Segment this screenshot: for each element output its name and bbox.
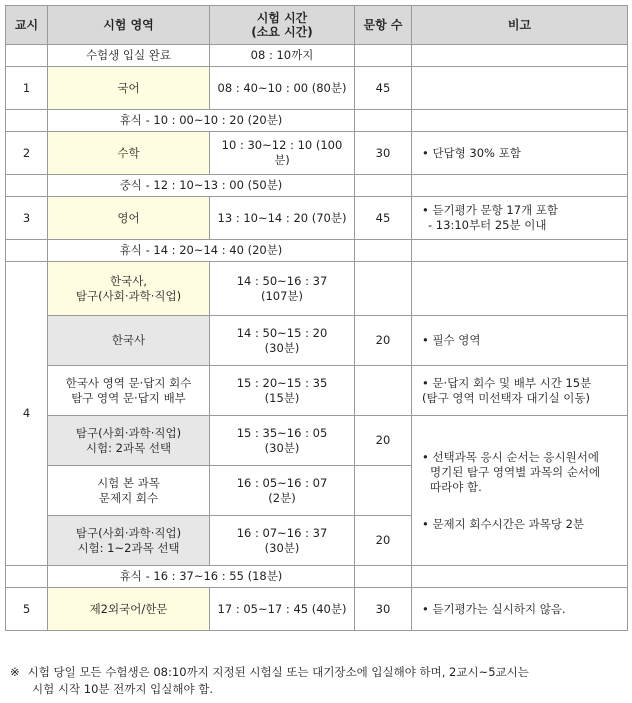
period-4-r6-subject-line2: 시험: 1~2과목 선택 — [77, 540, 180, 555]
period-4-r4-time-line2: (30분) — [264, 440, 300, 455]
break-2-empty — [6, 240, 48, 262]
header-time — [210, 6, 355, 45]
entry-empty-q — [355, 45, 412, 67]
period-4-r1-subject-line1: 한국사, — [110, 273, 147, 288]
period-4-r4-subject — [48, 416, 210, 466]
period-2-subject: 수학 — [48, 132, 210, 175]
break-3-row — [6, 566, 628, 588]
period-1-row — [6, 67, 628, 110]
period-3-number: 3 — [6, 197, 48, 240]
period-5-number: 5 — [6, 588, 48, 631]
break-1-empty — [6, 110, 48, 132]
header-period: 교시 — [6, 6, 48, 45]
period-2-row — [6, 132, 628, 175]
period-4-r3-time-line2: (15분) — [264, 390, 300, 405]
period-4-r4-subject-line2: 시험: 2과목 선택 — [85, 440, 172, 455]
break-2-row — [6, 240, 628, 262]
header-subject: 시험 영역 — [48, 6, 210, 45]
period-5-questions: 30 — [355, 588, 412, 631]
entry-time: 08 : 10까지 — [210, 45, 355, 67]
period-4-r3-time — [210, 366, 355, 416]
break-3-empty — [6, 566, 48, 588]
period-4-r3-subject-line1: 한국사 영역 문·답지 회수 — [65, 375, 192, 390]
break-2-label: 휴식 - 14 : 20~14 : 40 (20분) — [48, 240, 355, 262]
period-3-remark-line2: - 13:10부터 25분 이내 — [428, 218, 547, 232]
period-4-shared-remark — [412, 416, 628, 566]
entry-label: 수험생 입실 완료 — [48, 45, 210, 67]
period-4-r3-subject — [48, 366, 210, 416]
period-5-subject: 제2외국어/한문 — [48, 588, 210, 631]
entry-empty — [6, 45, 48, 67]
period-1-number: 1 — [6, 67, 48, 110]
period-4-remark-a-line3: 따라야 함. — [430, 479, 482, 494]
period-4-r2-time-line1: 14 : 50~15 : 20 — [236, 325, 328, 340]
period-4-r4-time-line1: 15 : 35~16 : 05 — [236, 425, 328, 440]
period-4-r5-time-line1: 16 : 05~16 : 07 — [236, 475, 328, 490]
period-4-remark-a-line2: 명기된 탐구 영역별 과목의 순서에 — [430, 464, 601, 479]
footnote-line1: 시험 당일 모든 수험생은 08:10까지 지정된 시험실 또는 대기장소에 입실해야 하며, 2교시~5교시는 — [27, 665, 529, 679]
period-1-time: 08 : 40~10 : 00 (80분) — [210, 67, 355, 110]
period-4-r5-questions — [355, 466, 412, 516]
period-3-subject: 영어 — [48, 197, 210, 240]
exam-schedule-table — [5, 5, 628, 631]
period-4-r2-remark: • 필수 영역 — [412, 316, 628, 366]
period-5-remark: • 듣기평가는 실시하지 않음. — [412, 588, 628, 631]
header-remarks: 비고 — [412, 6, 628, 45]
period-4-remark-a-line1: • 선택과목 응시 순서는 응시원서에 — [422, 449, 599, 464]
lunch-empty — [6, 175, 48, 197]
period-4-number: 4 — [6, 262, 48, 566]
period-2-number: 2 — [6, 132, 48, 175]
break-3-empty-q — [355, 566, 412, 588]
period-5-time: 17 : 05~17 : 45 (40분) — [210, 588, 355, 631]
break-3-empty-r — [412, 566, 628, 588]
period-3-time: 13 : 10~14 : 20 (70분) — [210, 197, 355, 240]
period-5-row — [6, 588, 628, 631]
footnote-line2: 시험 시작 10분 전까지 입실해야 함. — [32, 682, 213, 696]
period-4-r3-remark-line1: • 문·답지 회수 및 배부 시간 15분 — [422, 375, 592, 390]
period-4-row-2 — [6, 316, 628, 366]
break-2-empty-q — [355, 240, 412, 262]
period-4-remark-b: • 문제지 회수시간은 과목당 2분 — [422, 516, 585, 531]
entry-row — [6, 45, 628, 67]
footnote-mark: ※ — [10, 665, 20, 679]
break-1-label: 휴식 - 10 : 00~10 : 20 (20분) — [48, 110, 355, 132]
header-time-line2: (소요 시간) — [251, 25, 313, 39]
period-4-r6-subject — [48, 516, 210, 566]
header-questions: 문항 수 — [355, 6, 412, 45]
period-4-r1-questions — [355, 262, 412, 316]
period-4-r1-subject-line2: 탐구(사회·과학·직업) — [75, 288, 182, 303]
period-4-r3-remark — [412, 366, 628, 416]
period-4-r2-questions: 20 — [355, 316, 412, 366]
break-1-row — [6, 110, 628, 132]
footnote — [10, 664, 622, 698]
header-row — [6, 6, 628, 45]
period-3-remark — [412, 197, 628, 240]
period-4-r1-time-line1: 14 : 50~16 : 37 — [236, 273, 328, 288]
period-3-row — [6, 197, 628, 240]
period-2-remark: • 단답형 30% 포함 — [412, 132, 628, 175]
period-4-r5-time-line2: (2분) — [268, 490, 296, 505]
period-3-questions: 45 — [355, 197, 412, 240]
break-1-empty-r — [412, 110, 628, 132]
period-4-r3-time-line1: 15 : 20~15 : 35 — [236, 375, 328, 390]
period-4-r1-time-line2: (107분) — [260, 288, 304, 303]
period-1-subject: 국어 — [48, 67, 210, 110]
break-3-label: 휴식 - 16 : 37~16 : 55 (18분) — [48, 566, 355, 588]
period-4-r5-subject-line2: 문제지 회수 — [98, 490, 159, 505]
period-4-r3-remark-line2: (탐구 영역 미선택자 대기실 이동) — [422, 390, 591, 405]
period-4-r4-subject-line1: 탐구(사회·과학·직업) — [75, 425, 182, 440]
period-4-r3-subject-line2: 탐구 영역 문·답지 배부 — [71, 390, 186, 405]
header-time-line1: 시험 시간 — [256, 11, 308, 25]
period-4-r1-time — [210, 262, 355, 316]
lunch-label: 중식 - 12 : 10~13 : 00 (50분) — [48, 175, 355, 197]
entry-empty-r — [412, 45, 628, 67]
lunch-row — [6, 175, 628, 197]
period-4-r5-subject — [48, 466, 210, 516]
period-4-r6-subject-line1: 탐구(사회·과학·직업) — [75, 525, 182, 540]
break-1-empty-q — [355, 110, 412, 132]
period-4-r2-time — [210, 316, 355, 366]
period-1-questions: 45 — [355, 67, 412, 110]
period-4-r3-questions — [355, 366, 412, 416]
period-4-r2-subject: 한국사 — [48, 316, 210, 366]
period-4-row-3 — [6, 366, 628, 416]
period-1-remark — [412, 67, 628, 110]
period-4-r1-remark — [412, 262, 628, 316]
period-4-r6-time — [210, 516, 355, 566]
period-4-row-1 — [6, 262, 628, 316]
period-2-time: 10 : 30~12 : 10 (100분) — [210, 132, 355, 175]
period-4-r1-subject — [48, 262, 210, 316]
period-4-r4-time — [210, 416, 355, 466]
period-4-r2-time-line2: (30분) — [264, 340, 300, 355]
period-4-r5-subject-line1: 시험 본 과목 — [97, 475, 160, 490]
period-4-r5-time — [210, 466, 355, 516]
period-4-r6-time-line2: (30분) — [264, 540, 300, 555]
period-4-row-4 — [6, 416, 628, 466]
period-2-questions: 30 — [355, 132, 412, 175]
period-3-remark-line1: • 듣기평가 문항 17개 포함 — [422, 203, 559, 217]
lunch-empty-q — [355, 175, 412, 197]
period-4-r6-time-line1: 16 : 07~16 : 37 — [236, 525, 328, 540]
lunch-empty-r — [412, 175, 628, 197]
break-2-empty-r — [412, 240, 628, 262]
period-4-r6-questions: 20 — [355, 516, 412, 566]
period-4-r4-questions: 20 — [355, 416, 412, 466]
